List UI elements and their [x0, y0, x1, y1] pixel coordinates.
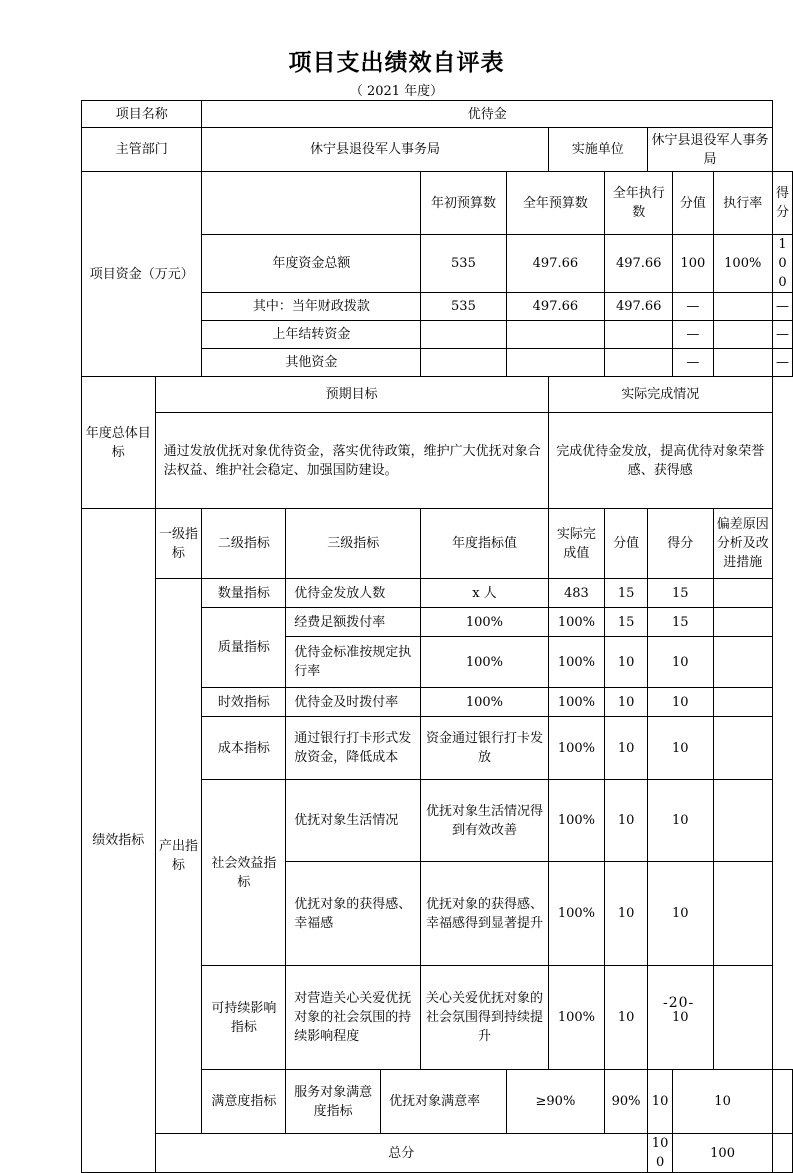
- perf-header-l1: 一级指标: [155, 509, 202, 579]
- dept-label: 主管部门: [82, 128, 202, 172]
- funds-header-score-value: 分值: [673, 172, 713, 235]
- target-value: 关心关爱优抚对象的社会氛围得到持续提升: [421, 966, 548, 1070]
- l2-quality: 质量指标: [202, 608, 286, 688]
- funds-cell: 535: [421, 235, 506, 293]
- funds-row-label: 上年结转资金: [202, 321, 421, 349]
- funds-cell: [421, 349, 506, 377]
- deviation: [713, 608, 772, 637]
- exec-unit-value: 休宁县退役军人事务局: [647, 128, 772, 172]
- funds-header-executed: 全年执行数: [605, 172, 673, 235]
- score-value: 10: [605, 966, 648, 1070]
- l2-timeliness: 时效指标: [202, 688, 286, 717]
- score: 10: [673, 1070, 773, 1134]
- funds-header-score: 得分: [772, 172, 792, 235]
- l3-indicator: 经费足额拨付率: [286, 608, 421, 637]
- funds-cell: 100: [772, 235, 792, 293]
- perf-header-deviation: 偏差原因分析及改进措施: [713, 509, 772, 579]
- l1-satisfaction: 满意度指标: [202, 1070, 286, 1134]
- actual-value: 100%: [548, 862, 605, 966]
- actual-value: 100%: [548, 717, 605, 780]
- l3-indicator: 通过银行打卡形式发放资金，降低成本: [286, 717, 421, 780]
- score: 10: [647, 717, 713, 780]
- score-value: 10: [605, 862, 648, 966]
- evaluation-table: [81, 100, 793, 1173]
- total-score: 100: [673, 1134, 773, 1173]
- perf-header-actual: 实际完成值: [548, 509, 605, 579]
- deviation: [713, 717, 772, 780]
- project-name-value: 优待金: [202, 101, 773, 128]
- l3-indicator: 优抚对象的获得感、幸福感: [286, 862, 421, 966]
- deviation: [713, 688, 772, 717]
- deviation: [772, 1070, 792, 1134]
- score-value: 15: [605, 608, 648, 637]
- score: 10: [647, 637, 713, 688]
- deviation: [713, 966, 772, 1070]
- funds-label: 项目资金（万元）: [82, 172, 202, 377]
- funds-cell: 497.66: [506, 235, 605, 293]
- funds-cell: 100%: [713, 235, 772, 293]
- page-title: 项目支出绩效自评表: [288, 50, 505, 76]
- actual-value: 100%: [548, 688, 605, 717]
- l2-cost: 成本指标: [202, 717, 286, 780]
- funds-cell: —: [772, 293, 792, 321]
- perf-header-score-value: 分值: [605, 509, 648, 579]
- actual-value: 100%: [548, 637, 605, 688]
- l2-social: 社会效益指标: [202, 780, 286, 966]
- deviation: [713, 579, 772, 608]
- funds-cell: 497.66: [506, 293, 605, 321]
- funds-cell: 497.66: [605, 235, 673, 293]
- l3-indicator: 优待金及时拨付率: [286, 688, 421, 717]
- total-label: 总分: [155, 1134, 647, 1173]
- page-number: -20-: [663, 995, 695, 1011]
- funds-cell: [605, 349, 673, 377]
- l2-service: 服务对象满意度指标: [286, 1070, 381, 1134]
- goals-actual-text: 完成优待金发放，提高优待对象荣誉感、获得感: [548, 413, 772, 509]
- funds-cell: [605, 321, 673, 349]
- funds-cell: —: [772, 321, 792, 349]
- score-value: 10: [647, 1070, 672, 1134]
- funds-cell: 100: [673, 235, 713, 293]
- target-value: x 人: [421, 579, 548, 608]
- funds-cell: [506, 349, 605, 377]
- score-value: 15: [605, 579, 648, 608]
- perf-header-l2: 二级指标: [202, 509, 286, 579]
- funds-header-annual: 全年预算数: [506, 172, 605, 235]
- year-label: （ 2021 年度）: [349, 84, 444, 99]
- score-value: 10: [605, 637, 648, 688]
- funds-cell: —: [673, 321, 713, 349]
- goals-expected-header: 预期目标: [155, 377, 548, 413]
- score-value: 10: [605, 688, 648, 717]
- funds-row-label: 其中：当年财政拨款: [202, 293, 421, 321]
- l2-quantity: 数量指标: [202, 579, 286, 608]
- funds-cell: [506, 321, 605, 349]
- funds-cell: [713, 321, 772, 349]
- funds-cell: [713, 293, 772, 321]
- perf-header-score: 得分: [647, 509, 713, 579]
- funds-cell: —: [772, 349, 792, 377]
- actual-value: 100%: [548, 608, 605, 637]
- perf-header-l3: 三级指标: [286, 509, 421, 579]
- l3-indicator: 优抚对象生活情况: [286, 780, 421, 862]
- l3-indicator: 优待金发放人数: [286, 579, 421, 608]
- deviation: [713, 637, 772, 688]
- funds-cell: —: [673, 293, 713, 321]
- funds-header-initial: 年初预算数: [421, 172, 506, 235]
- target-value: 100%: [421, 688, 548, 717]
- l3-indicator: 对营造关心关爱优抚对象的社会氛围的持续影响程度: [286, 966, 421, 1070]
- actual-value: 100%: [548, 780, 605, 862]
- dept-value: 休宁县退役军人事务局: [202, 128, 548, 172]
- project-name-label: 项目名称: [82, 101, 202, 128]
- funds-cell: [421, 321, 506, 349]
- target-value: 优抚对象的获得感、幸福感得到显著提升: [421, 862, 548, 966]
- target-value: 100%: [421, 637, 548, 688]
- score: 10: [647, 688, 713, 717]
- score: 10: [647, 780, 713, 862]
- actual-value: 100%: [548, 966, 605, 1070]
- actual-value: 90%: [605, 1070, 648, 1134]
- funds-cell: —: [673, 349, 713, 377]
- score: 10: [647, 862, 713, 966]
- goals-actual-header: 实际完成情况: [548, 377, 772, 413]
- l1-output: 产出指标: [155, 579, 202, 1134]
- l3-indicator: 优待金标准按规定执行率: [286, 637, 421, 688]
- target-value: 100%: [421, 608, 548, 637]
- score-value: 10: [605, 717, 648, 780]
- funds-header-blank: [202, 172, 421, 235]
- funds-cell: 497.66: [605, 293, 673, 321]
- score: 15: [647, 579, 713, 608]
- goals-expected-text: 通过发放优抚对象优待资金，落实优待政策，维护广大优抚对象合法权益、维护社会稳定、加强国防建设。: [155, 413, 548, 509]
- target-value: 优抚对象生活情况得到有效改善: [421, 780, 548, 862]
- target-value: ≥90%: [506, 1070, 605, 1134]
- goals-label: 年度总体目标: [82, 377, 156, 509]
- perf-label: 绩效指标: [82, 509, 156, 1173]
- l2-sustainable: 可持续影响指标: [202, 966, 286, 1070]
- funds-header-exec-rate: 执行率: [713, 172, 772, 235]
- actual-value: 483: [548, 579, 605, 608]
- perf-header-target: 年度指标值: [421, 509, 548, 579]
- score: 15: [647, 608, 713, 637]
- funds-row-label: 其他资金: [202, 349, 421, 377]
- funds-cell: 535: [421, 293, 506, 321]
- score-value: 10: [605, 780, 648, 862]
- total-score-value: 100: [647, 1134, 672, 1173]
- total-deviation: [772, 1134, 792, 1173]
- deviation: [713, 780, 772, 862]
- exec-unit-label: 实施单位: [548, 128, 647, 172]
- l3-indicator: 优抚对象满意率: [381, 1070, 507, 1134]
- score: 10: [647, 966, 713, 1070]
- funds-cell: [713, 349, 772, 377]
- target-value: 资金通过银行打卡发放: [421, 717, 548, 780]
- funds-row-label: 年度资金总额: [202, 235, 421, 293]
- deviation: [713, 862, 772, 966]
